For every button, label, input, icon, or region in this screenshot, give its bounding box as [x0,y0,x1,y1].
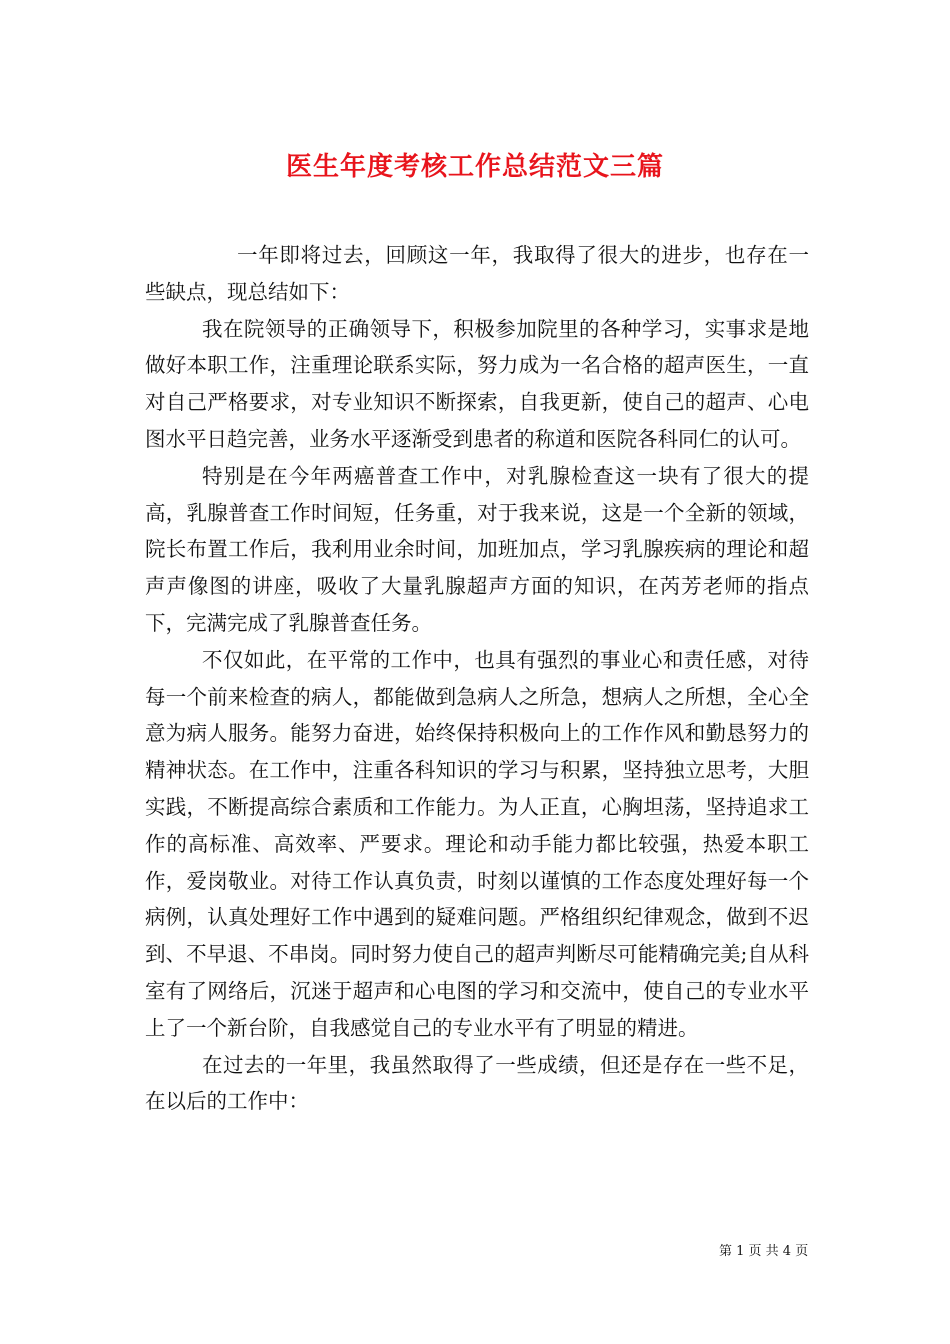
paragraph-shortcomings: 在过去的一年里，我虽然取得了一些成绩，但还是存在一些不足，在以后的工作中： [145,1052,809,1114]
document-body [145,237,809,1120]
page-number: 第 1 页 共 4 页 [719,1244,809,1259]
paragraph-screening: 特别是在今年两癌普查工作中，对乳腺检查这一块有了很大的提高，乳腺普查工作时间短，任务重，对于我来说，这是一个全新的领域，院长布置工作后，我利用业余时间，加班加点，学习乳腺疾病的理论和超声声像图的讲座，吸收了大量乳腺超声方面的知识，在芮芳老师的指点下，完满完成了乳腺普查任务。 [145,463,809,635]
document-title: 医生年度考核工作总结范文三篇 [285,152,664,183]
paragraph-intro: 一年即将过去，回顾这一年，我取得了很大的进步，也存在一些缺点，现总结如下： [145,243,809,304]
paragraph-study: 我在院领导的正确领导下，积极参加院里的各种学习，实事求是地做好本职工作，注重理论联系实际，努力成为一名合格的超声医生，一直对自己严格要求，对专业知识不断探索，自我更新，使自己的超声、心电图水平日趋完善，业务水平逐渐受到患者的称道和医院各科同仁的认可。 [145,316,809,451]
paragraph-attitude: 不仅如此，在平常的工作中，也具有强烈的事业心和责任感，对待每一个前来检查的病人，都能做到急病人之所急，想病人之所想，全心全意为病人服务。能努力奋进，始终保持积极向上的工作作风和勤恳努力的精神状态。在工作中，注重各科知识的学习与积累，坚持独立思考，大胆实践，不断提高综合素质和工作能力。为人正直，心胸坦荡，坚持追求工作的高标准、高效率、严要求。理论和动手能力都比较强，热爱本职工作，爱岗敬业。对待工作认真负责，时刻以谨慎的工作态度处理好每一个病例，认真处理好工作中遇到的疑难问题。严格组织纪律观念，做到不迟到、不早退、不串岗。同时努力使自己的超声判断尽可能精确完美;自从科室有了网络后，沉迷于超声和心电图的学习和交流中，使自己的专业水平上了一个新台阶，自我感觉自己的专业水平有了明显的精进。 [145,647,809,1040]
